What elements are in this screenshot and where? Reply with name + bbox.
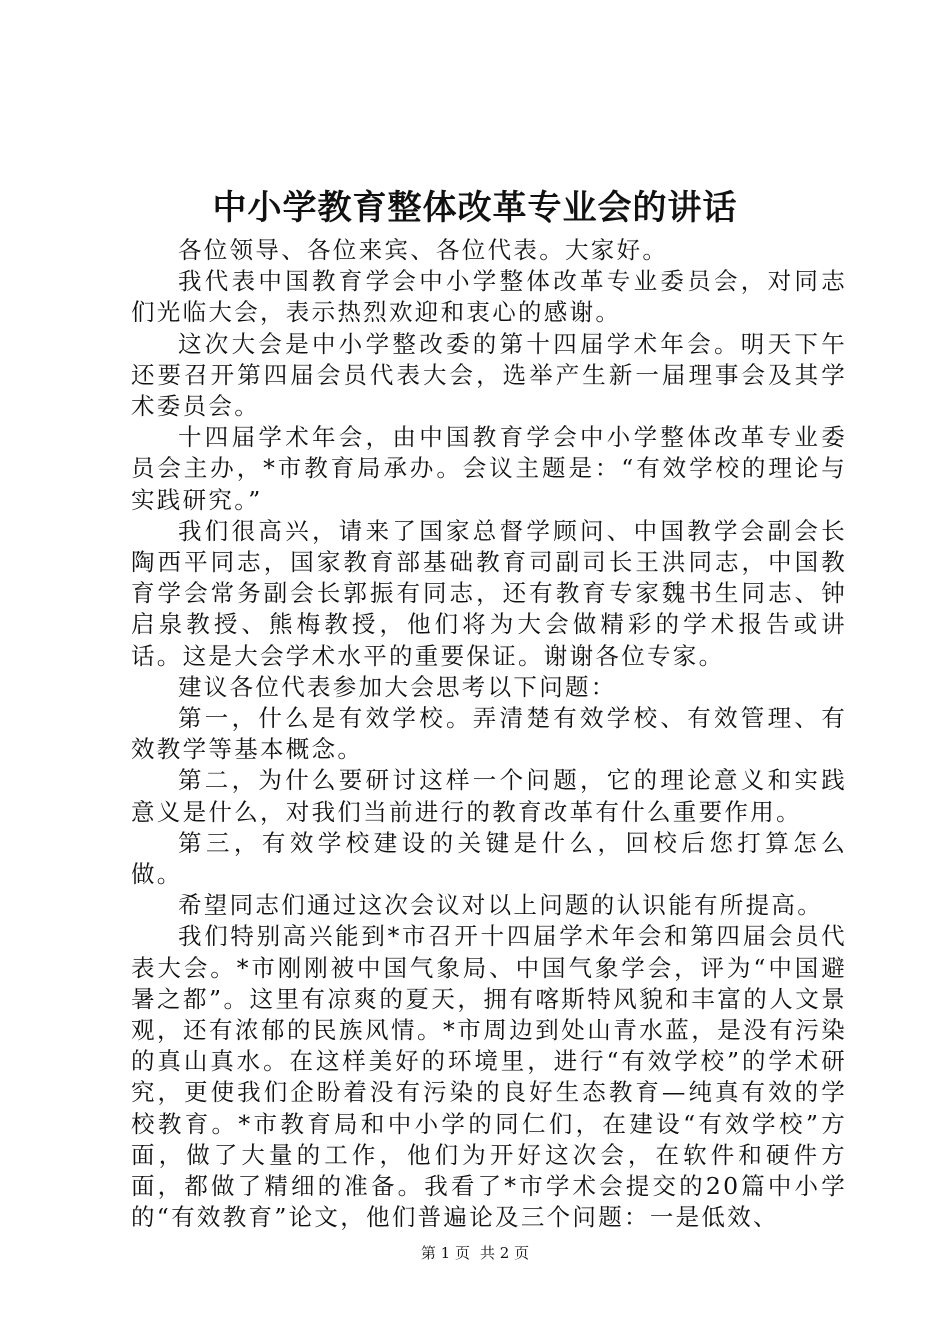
paragraph: 建议各位代表参加大会思考以下问题： <box>178 672 617 701</box>
paragraph: 希望同志们通过这次会议对以上问题的认识能有所提高。 <box>178 891 823 920</box>
paragraph: 这次大会是中小学整改委的第十四届学术年会。明天下午还要召开第四届会员代表大会，选举产生新一届理事会及其学术委员会。 <box>131 329 847 421</box>
paragraph: 我们很高兴，请来了国家总督学顾问、中国教学会副会长陶西平同志，国家教育部基础教育司副司长王洪同志，中国教育学会常务副会长郭振有同志，还有教育专家魏书生同志、钟启泉教授、熊梅教授，他们将为大会做精彩的学术报告或讲话。这是大会学术水平的重要保证。谢谢各位专家。 <box>131 516 847 670</box>
paragraph: 各位领导、各位来宾、各位代表。大家好。 <box>178 236 669 264</box>
paragraph: 我们特别高兴能到*市召开十四届学术年会和第四届会员代表大会。*市刚刚被中国气象局、中国气象学会，评为“中国避暑之都”。这里有凉爽的夏天，拥有喀斯特风貌和丰富的人文景观，还有浓郁的民族风情。*市周边到处山青水蓝，是没有污染的真山真水。在这样美好的环境里，进行“有效学校”的学术研究，更使我们企盼着没有污染的良好生态教育—纯真有效的学校教育。*市教育局和中小学的同仁们，在建设“有效学校”方面，做了大量的工作，他们为开好这次会，在软件和硬件方面，都做了精细的准备。我看了*市学术会提交的20篇中小学的“有效教育”论文，他们普遍论及三个问题：一是低效、 <box>131 922 847 1232</box>
paragraph: 我代表中国教育学会中小学整体改革专业委员会，对同志们光临大会，表示热烈欢迎和衷心的感谢。 <box>131 267 847 327</box>
page-number: 第 1 页 <box>420 1244 470 1262</box>
paragraph: 第一，什么是有效学校。弄清楚有效学校、有效管理、有效教学等基本概念。 <box>131 704 847 764</box>
page-footer <box>0 1243 950 1263</box>
document-title: 中小学教育整体改革专业会的讲话 <box>212 188 738 228</box>
document-body <box>131 235 847 1234</box>
paragraph: 第三，有效学校建设的关键是什么，回校后您打算怎么做。 <box>131 828 847 889</box>
page-total: 共 2 页 <box>480 1244 530 1262</box>
paragraph: 十四届学术年会，由中国教育学会中小学整体改革专业委员会主办，*市教育局承办。会议主题是：“有效学校的理论与实践研究。” <box>131 423 847 514</box>
paragraph: 第二，为什么要研讨这样一个问题，它的理论意义和实践意义是什么，对我们当前进行的教育改革有什么重要作用。 <box>131 766 847 826</box>
